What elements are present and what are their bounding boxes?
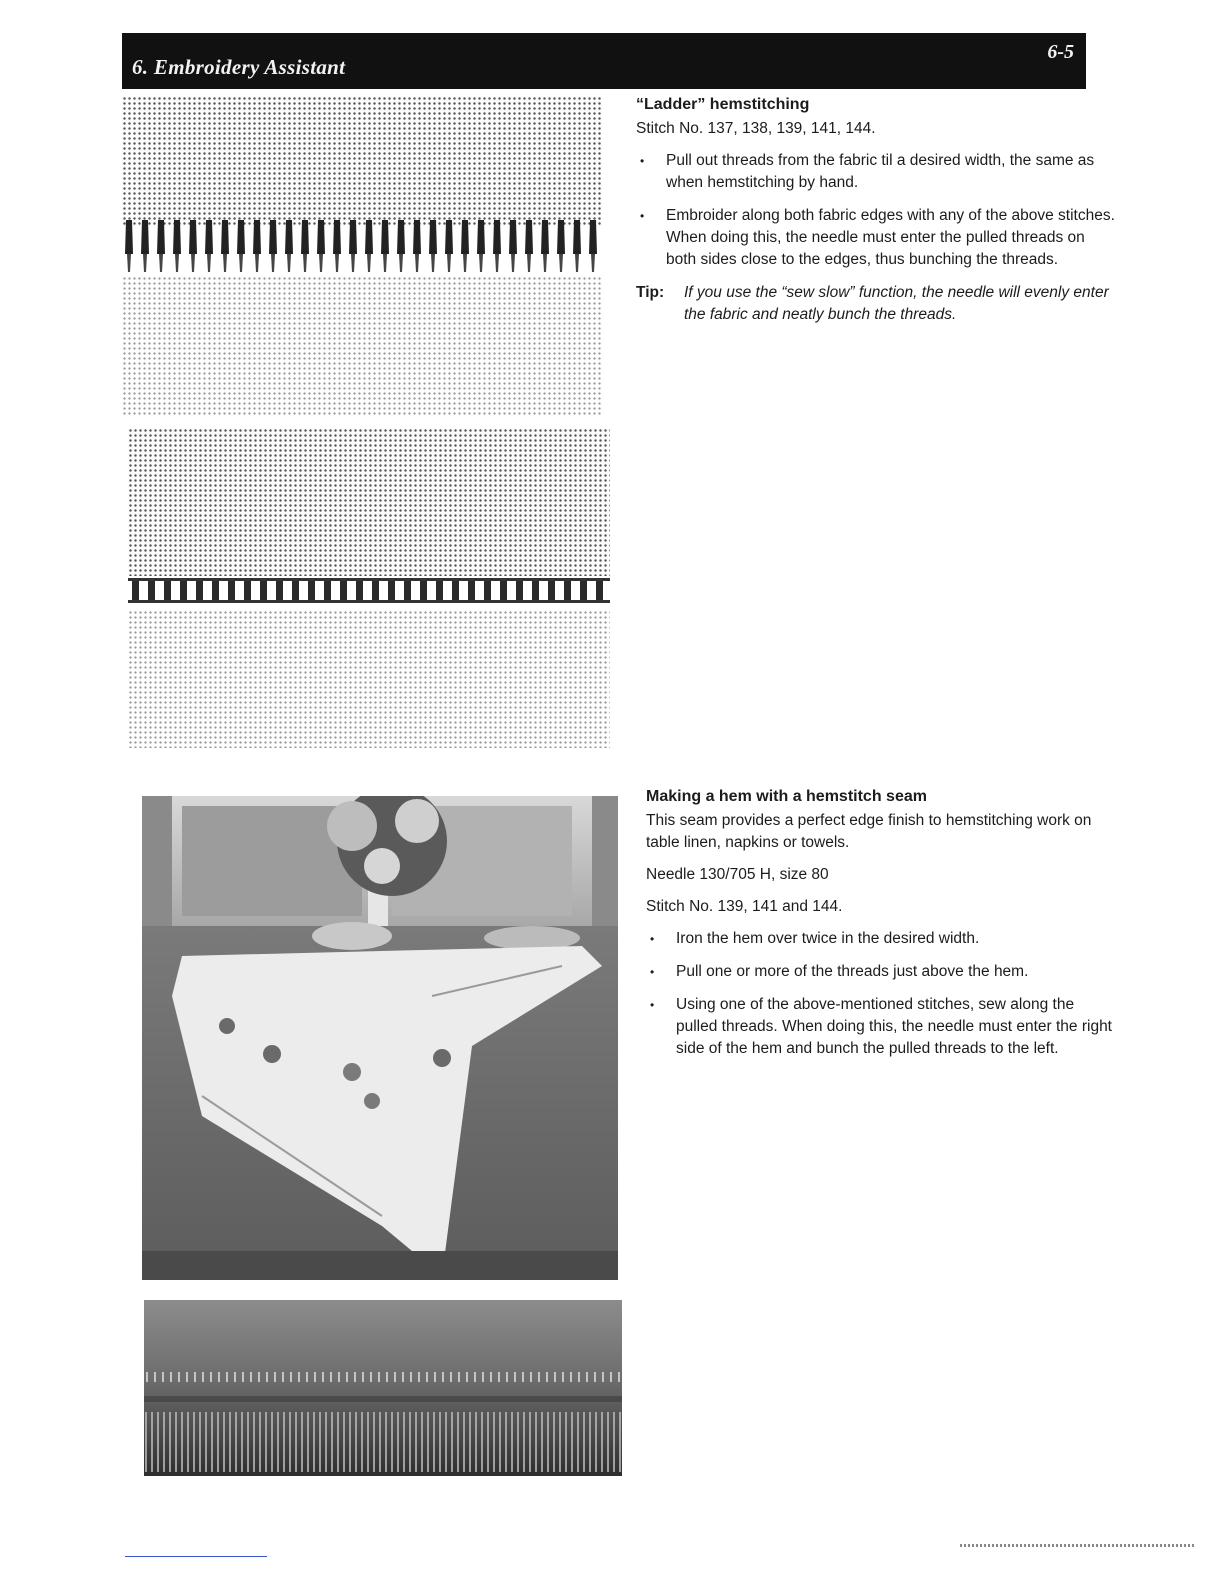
page-header bbox=[122, 33, 1086, 89]
tip-label: Tip: bbox=[636, 284, 665, 301]
page-number: 6-5 bbox=[1047, 41, 1074, 63]
ladder-bullets bbox=[636, 150, 1116, 271]
footer-rule bbox=[125, 1556, 267, 1557]
table-linen-photo-icon bbox=[142, 796, 618, 1280]
list-item: • Using one of the above-mentioned stitches, sew along the pulled threads. When doing this, the needle must enter the right side of the hem and bunch the pulled threads to the left. bbox=[646, 994, 1116, 1060]
ladder-hemstitch-sample-icon bbox=[122, 96, 602, 416]
hemstitch-bar-sample-icon bbox=[128, 428, 610, 748]
ladder-heading: “Ladder” hemstitching bbox=[636, 96, 810, 113]
hem-heading: Making a hem with a hemstitch seam bbox=[646, 788, 927, 805]
list-item: • Embroider along both fabric edges with any of the above stitches. When doing this, the needle must enter the pulled threads on both sides close to the edges, thus bunching the threads. bbox=[636, 205, 1116, 271]
footer-dots bbox=[960, 1544, 1196, 1547]
hem-intro: This seam provides a perfect edge finish to hemstitching work on table linen, napkins or towels. bbox=[646, 812, 1092, 851]
hem-section bbox=[646, 786, 1116, 1071]
list-item: • Pull one or more of the threads just above the hem. bbox=[646, 961, 1116, 983]
ladder-section bbox=[636, 94, 1116, 326]
ladder-bars bbox=[125, 220, 597, 272]
hem-stitch-numbers: Stitch No. 139, 141 and 144. bbox=[646, 898, 843, 915]
ladder-stitch-numbers: Stitch No. 137, 138, 139, 141, 144. bbox=[636, 120, 876, 137]
list-item: • Iron the hem over twice in the desired width. bbox=[646, 928, 1116, 950]
tip-block bbox=[636, 282, 1116, 326]
chapter-title: 6. Embroidery Assistant bbox=[132, 55, 346, 79]
hem-needle: Needle 130/705 H, size 80 bbox=[646, 866, 829, 883]
fringed-hem-closeup-icon bbox=[144, 1300, 622, 1476]
list-item: • Pull out threads from the fabric til a desired width, the same as when hemstitching by hand. bbox=[636, 150, 1116, 194]
hem-bullets bbox=[646, 928, 1116, 1060]
tip-text: If you use the “sew slow” function, the needle will evenly enter the fabric and neatly bunch the threads. bbox=[684, 284, 1109, 323]
